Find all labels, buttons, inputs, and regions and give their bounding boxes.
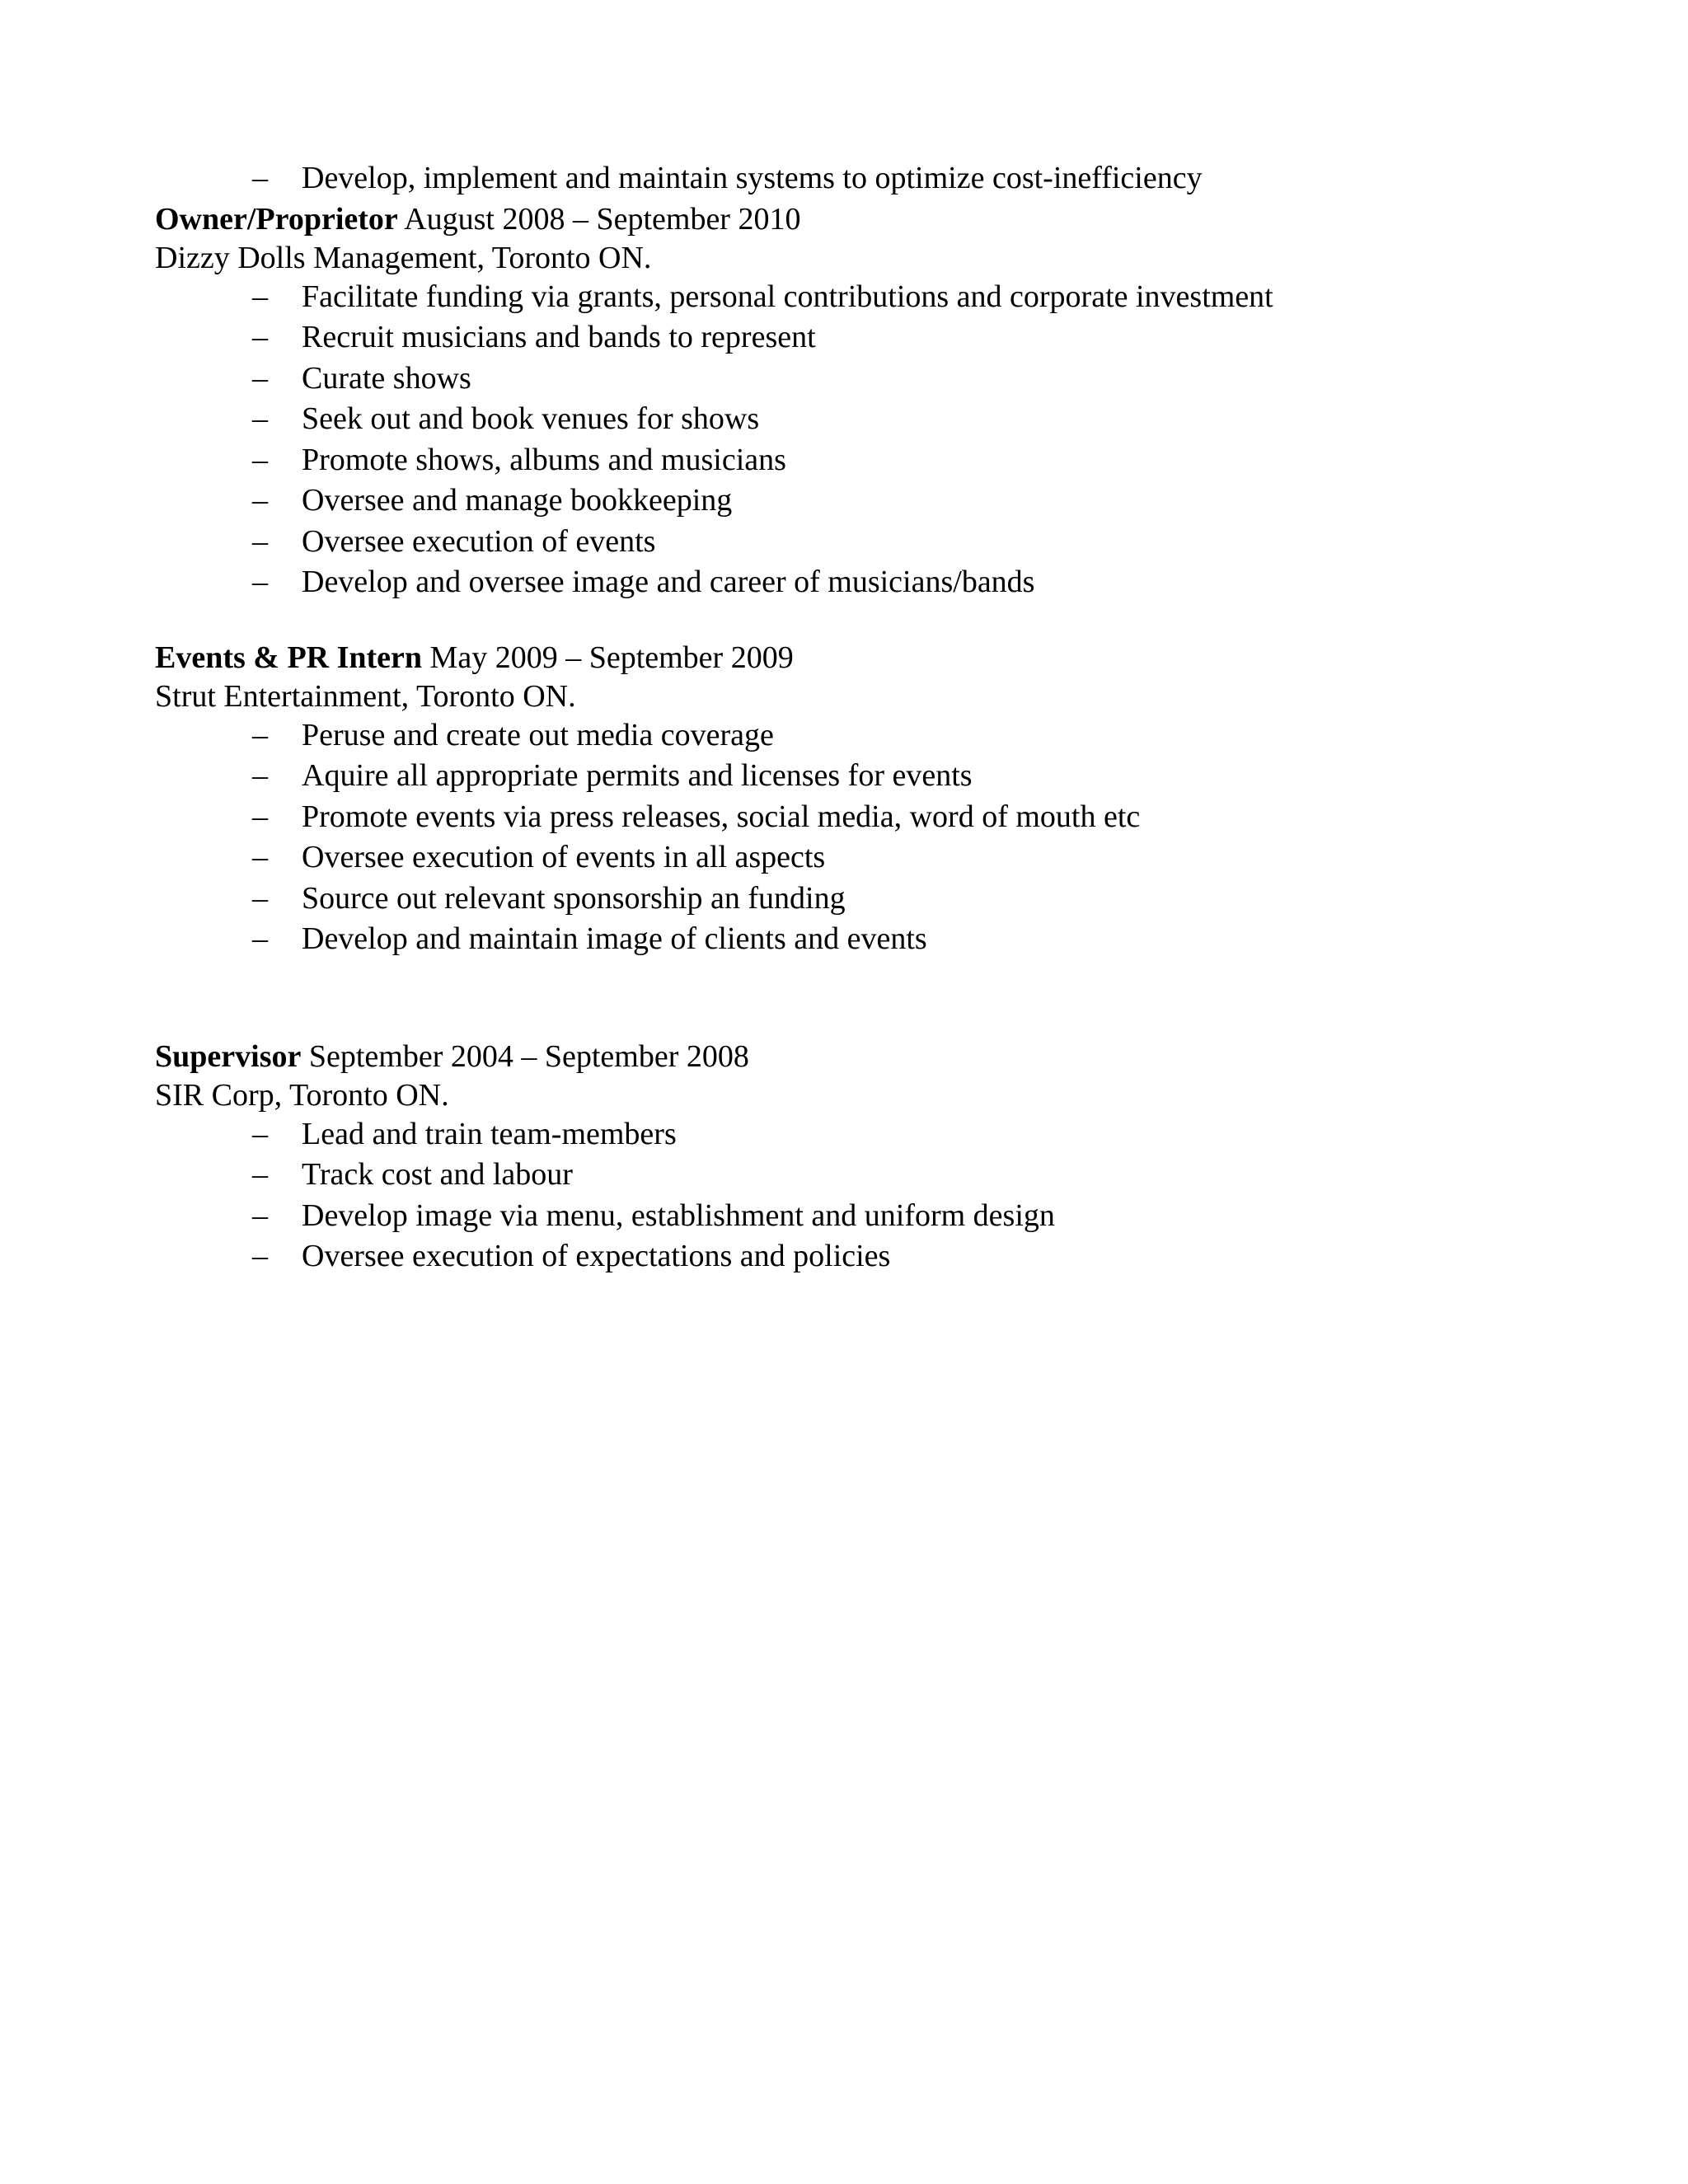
dash-bullet-icon: –	[252, 279, 268, 314]
list-item	[155, 715, 1556, 757]
job-entry-events-pr-intern	[155, 638, 1556, 960]
bullet-text: Promote shows, albums and musicians	[302, 442, 786, 477]
dash-bullet-icon: –	[252, 442, 268, 477]
job-header	[155, 199, 1556, 238]
dash-bullet-icon: –	[252, 360, 268, 396]
dash-bullet-icon: –	[252, 921, 268, 956]
bullet-text: Curate shows	[302, 360, 471, 396]
dash-bullet-icon: –	[252, 840, 268, 874]
list-item	[155, 797, 1556, 838]
dash-bullet-icon: –	[252, 161, 268, 195]
list-item	[155, 359, 1556, 400]
bullet-text: Recruit musicians and bands to represent	[302, 320, 816, 354]
list-item	[155, 1155, 1556, 1196]
dash-bullet-icon: –	[252, 880, 268, 916]
list-item	[155, 562, 1556, 603]
list-item	[155, 1236, 1556, 1277]
bullet-text: Develop image via menu, establishment and uniform design	[302, 1197, 1055, 1233]
job-bullet-list	[155, 277, 1556, 603]
bullet-text: Oversee and manage bookkeeping	[302, 483, 733, 518]
dash-bullet-icon: –	[252, 1197, 268, 1233]
bullet-text: Develop and maintain image of clients and events	[302, 921, 927, 956]
bullet-text: Track cost and labour	[302, 1157, 573, 1192]
bullet-text: Lead and train team-members	[302, 1116, 677, 1151]
job-title: Supervisor	[155, 1038, 302, 1074]
dash-bullet-icon: –	[252, 523, 268, 559]
job-dates: August 2008 – September 2010	[404, 201, 801, 237]
job-bullet-list	[155, 1114, 1556, 1277]
list-item	[155, 277, 1556, 318]
bullet-text: Oversee execution of expectations and policies	[302, 1239, 891, 1273]
job-title: Owner/Proprietor	[155, 201, 398, 237]
job-dates: September 2004 – September 2008	[308, 1038, 749, 1074]
dash-bullet-icon: –	[252, 565, 268, 599]
bullet-text: Oversee execution of events in all aspects	[302, 840, 826, 874]
bullet-text: Aquire all appropriate permits and licenses for events	[302, 758, 973, 793]
dash-bullet-icon: –	[252, 799, 268, 834]
list-item	[155, 158, 1556, 199]
dash-bullet-icon: –	[252, 717, 268, 752]
job-header	[155, 1037, 1556, 1076]
dash-bullet-icon: –	[252, 401, 268, 436]
list-item	[155, 1196, 1556, 1237]
list-item	[155, 756, 1556, 797]
list-item	[155, 837, 1556, 879]
job-company: Strut Entertainment, Toronto ON.	[155, 678, 576, 714]
bullet-text: Oversee execution of events	[302, 523, 656, 559]
list-item	[155, 440, 1556, 481]
list-item	[155, 1114, 1556, 1155]
resume-content	[155, 158, 1556, 1277]
dash-bullet-icon: –	[252, 1239, 268, 1273]
job-bullet-list	[155, 715, 1556, 960]
dash-bullet-icon: –	[252, 1157, 268, 1192]
dash-bullet-icon: –	[252, 320, 268, 354]
list-item	[155, 317, 1556, 359]
list-item	[155, 480, 1556, 522]
job-entry-owner-proprietor	[155, 199, 1556, 603]
bullet-text: Facilitate funding via grants, personal contributions and corporate investment	[302, 279, 1273, 314]
bullet-text: Develop and oversee image and career of musicians/bands	[302, 565, 1035, 599]
intro-bullet-list	[155, 158, 1556, 199]
bullet-text: Peruse and create out media coverage	[302, 717, 774, 752]
dash-bullet-icon: –	[252, 483, 268, 518]
bullet-text: Seek out and book venues for shows	[302, 401, 760, 436]
job-company: SIR Corp, Toronto ON.	[155, 1077, 449, 1113]
list-item	[155, 919, 1556, 960]
dash-bullet-icon: –	[252, 758, 268, 793]
list-item	[155, 399, 1556, 440]
section-spacer	[155, 603, 1556, 638]
bullet-text: Source out relevant sponsorship an funding	[302, 880, 846, 916]
dash-bullet-icon: –	[252, 1116, 268, 1151]
list-item	[155, 879, 1556, 920]
job-header	[155, 638, 1556, 677]
bullet-text: Develop, implement and maintain systems to optimize cost-inefficiency	[302, 161, 1203, 195]
job-entry-supervisor	[155, 1037, 1556, 1277]
section-spacer	[155, 960, 1556, 1037]
job-dates: May 2009 – September 2009	[429, 640, 794, 675]
job-title: Events & PR Intern	[155, 640, 423, 675]
list-item	[155, 522, 1556, 563]
job-company: Dizzy Dolls Management, Toronto ON.	[155, 240, 652, 275]
bullet-text: Promote events via press releases, social media, word of mouth etc	[302, 799, 1141, 834]
